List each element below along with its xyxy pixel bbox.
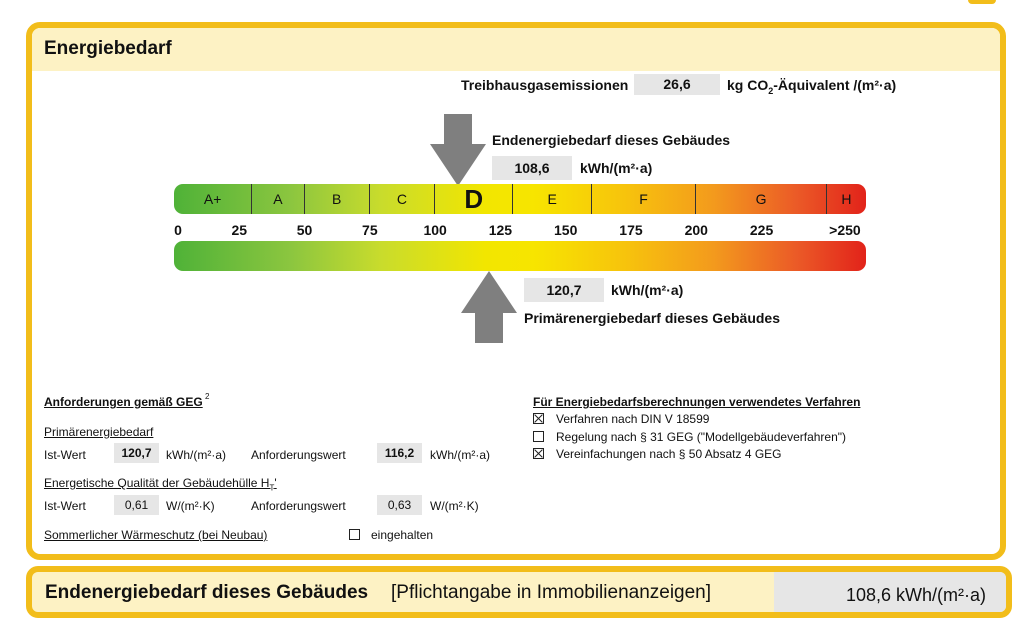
efficiency-class-a: A	[252, 184, 304, 214]
requirements-footnote: 2	[205, 392, 210, 401]
envelope-anf-value: 0,63	[377, 495, 422, 515]
envelope-ist-value: 0,61	[114, 495, 159, 515]
summer-protection-checkbox[interactable]	[349, 529, 360, 540]
emissions-unit: kg $CO_2$-Äquivalent /(m²·a)	[727, 77, 897, 96]
efficiency-class-c: C	[370, 184, 435, 214]
primary-heading: Primärenergiebedarf	[44, 425, 154, 439]
method-title: Für Energiebedarfsberechnungen verwendetes Verfahren	[533, 395, 861, 409]
scale-tick-label: 50	[296, 222, 313, 238]
envelope-ist-label: Ist-Wert	[44, 499, 86, 513]
primaerenergie-arrow-icon	[461, 271, 517, 343]
primary-anf-label: Anforderungswert	[251, 448, 346, 462]
requirements-title: Anforderungen gemäß GEG	[44, 395, 203, 409]
envelope-heading: Energetische Qualität der Gebäudehülle $H_T'$	[44, 476, 277, 493]
primary-scale	[174, 241, 866, 271]
summer-protection-check-label: eingehalten	[371, 528, 434, 542]
scale-tick-label: 75	[362, 222, 378, 238]
efficiency-class-a-plus: A+	[174, 184, 252, 214]
endenergie-arrow-icon	[430, 114, 486, 186]
method-option-label-din: Verfahren nach DIN V 18599	[556, 412, 710, 426]
footer-note: [Pflichtangabe in Immobilienanzeigen]	[391, 582, 712, 603]
envelope-anf-unit: W/(m²·K)	[430, 499, 479, 513]
emissions-label: Treibhausgasemissionen	[461, 77, 629, 93]
scale-tick-label: 225	[749, 222, 774, 238]
method-option-checkbox-din[interactable]	[533, 413, 544, 424]
emissions-value: 26,6	[634, 74, 720, 95]
efficiency-class-f: F	[592, 184, 696, 214]
efficiency-class-b: B	[305, 184, 370, 214]
efficiency-class-h: H	[841, 191, 852, 207]
scale-tick-label: 200	[684, 222, 708, 238]
footer-value: 108,6 kWh/(m²·a)	[846, 585, 987, 605]
primaerenergie-label: Primärenergiebedarf dieses Gebäudes	[524, 310, 780, 326]
primary-anf-unit: kWh/(m²·a)	[430, 448, 490, 462]
efficiency-scale	[174, 184, 866, 214]
page-title: Energiebedarf	[44, 38, 172, 59]
summer-protection-label: Sommerlicher Wärmeschutz (bei Neubau)	[44, 528, 268, 542]
scale-tick-label: 175	[619, 222, 643, 238]
efficiency-class-d: D	[435, 184, 513, 214]
method-option-label-simplified: Vereinfachungen nach § 50 Absatz 4 GEG	[556, 447, 782, 461]
scale-tick-label: 100	[423, 222, 447, 238]
scale-tick-label: 150	[554, 222, 578, 238]
endenergie-label: Endenergiebedarf dieses Gebäudes	[492, 132, 731, 148]
primaerenergie-unit: kWh/(m²·a)	[611, 282, 684, 298]
primary-anf-value: 116,2	[377, 443, 422, 463]
method-option-checkbox-simplified[interactable]	[533, 448, 544, 459]
footer-label: Endenergiebedarf dieses Gebäudes	[45, 582, 369, 603]
primary-ist-unit: kWh/(m²·a)	[166, 448, 226, 462]
efficiency-class-e: E	[513, 184, 591, 214]
scale-tick-label: 0	[174, 222, 182, 238]
efficiency-class-g: G	[696, 184, 827, 214]
primary-ist-value: 120,7	[114, 443, 159, 463]
endenergie-value: 108,6	[492, 156, 572, 180]
footer-bar	[26, 566, 1012, 618]
endenergie-unit: kWh/(m²·a)	[580, 160, 653, 176]
primaerenergie-value: 120,7	[524, 278, 604, 302]
method-option-checkbox-model[interactable]	[533, 431, 544, 442]
card-header	[32, 28, 1000, 71]
scale-tick-label: 125	[488, 222, 513, 238]
primary-ist-label: Ist-Wert	[44, 448, 86, 462]
scale-tick-label: >250	[829, 222, 861, 238]
method-option-label-model: Regelung nach § 31 GEG ("Modellgebäudeverfahren")	[556, 430, 847, 444]
envelope-anf-label: Anforderungswert	[251, 499, 346, 513]
corner-decoration	[968, 0, 996, 4]
envelope-ist-unit: W/(m²·K)	[166, 499, 215, 513]
scale-tick-label: 25	[231, 222, 248, 238]
